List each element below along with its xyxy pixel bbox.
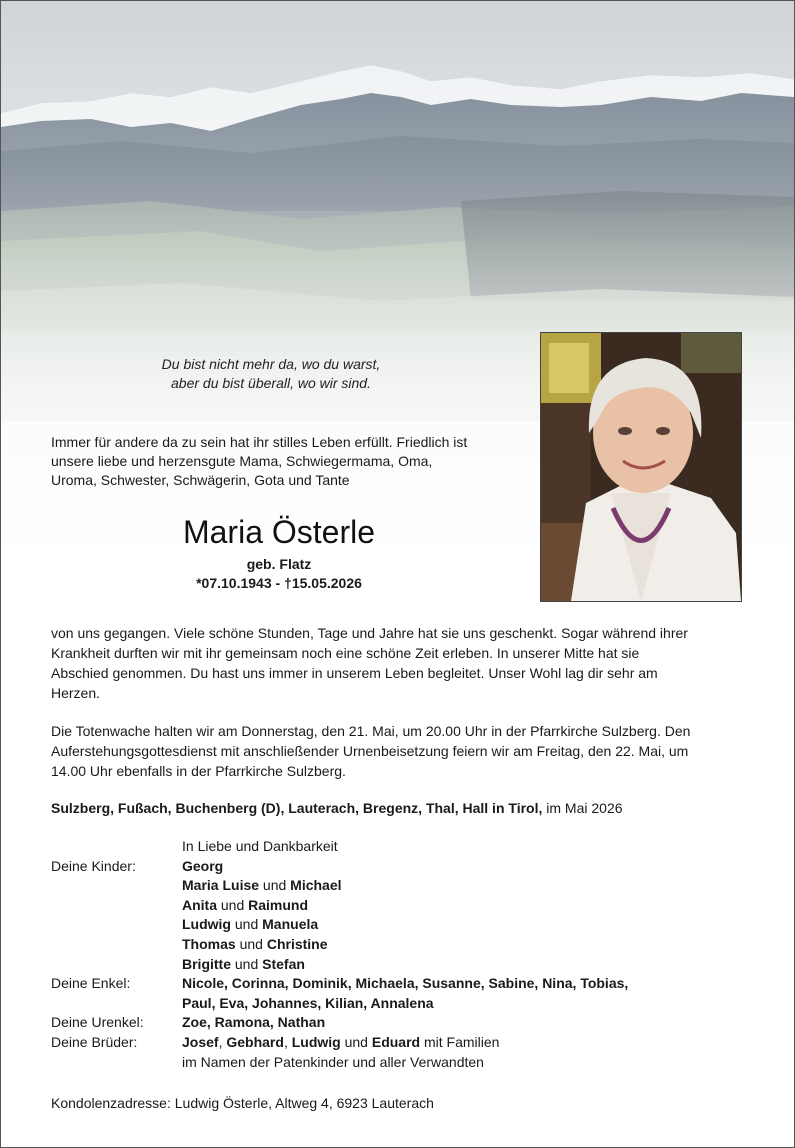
grandchildren-names: Paul, Eva, Johannes, Kilian, Annalena xyxy=(182,994,434,1011)
family-row xyxy=(51,837,745,857)
spouse-name: Stefan xyxy=(262,955,305,972)
brother-name: Gebhard xyxy=(226,1033,284,1050)
child-name: Anita xyxy=(182,896,217,913)
intro-line: unsere liebe und herzensgute Mama, Schwiegermama, Oma, xyxy=(51,453,433,469)
conjunction: und xyxy=(239,935,263,952)
family-row-children xyxy=(51,857,745,877)
conjunction: und xyxy=(234,955,259,972)
paragraph-line: Abschied genommen. Du hast uns immer in unserem Leben begleitet. Unser Wohl lag dir sehr am xyxy=(51,665,658,681)
great-grandchildren-label: Deine Urenkel: xyxy=(51,1014,144,1031)
brother-name: Ludwig xyxy=(291,1033,341,1050)
spouse-name: Raimund xyxy=(248,896,309,913)
grandchildren-label: Deine Enkel: xyxy=(51,975,131,992)
paragraph-line: Herzen. xyxy=(51,685,101,701)
conjunction: und xyxy=(234,916,259,933)
conjunction: und xyxy=(262,877,287,894)
brother-name: Eduard xyxy=(371,1033,421,1050)
family-label-empty xyxy=(51,837,182,857)
family-row xyxy=(51,955,745,975)
quote-line: Du bist nicht mehr da, wo du warst, xyxy=(161,356,381,372)
birth-name: geb. Flatz xyxy=(246,556,312,572)
family-row xyxy=(51,876,745,896)
paragraph-memories xyxy=(51,623,745,703)
paragraph-ceremony xyxy=(51,721,745,781)
quote xyxy=(101,355,441,393)
intro-line: Uroma, Schwester, Schwägerin, Gota und Tante xyxy=(51,472,350,488)
paragraph-line: Auferstehungsgottesdienst mit anschließender Urnenbeisetzung feiern wir am Freitag, den 22. Mai, um xyxy=(51,743,689,759)
family-list xyxy=(51,837,745,1072)
places-date: im Mai 2026 xyxy=(546,800,623,816)
family-closing: im Namen der Patenkinder und aller Verwandten xyxy=(182,1053,484,1070)
child-name: Ludwig xyxy=(182,916,231,933)
grandchildren-names: Nicole, Corinna, Dominik, Michaela, Susanne, Sabine, Nina, Tobias, xyxy=(182,975,629,992)
places-line xyxy=(51,798,745,818)
spouse-name: Michael xyxy=(290,877,342,894)
child-name: Thomas xyxy=(182,935,236,952)
paragraph-line: von uns gegangen. Viele schöne Stunden, Tage und Jahre hat sie uns geschenkt. Sogar während ihrer xyxy=(51,625,688,641)
family-row xyxy=(51,1053,745,1073)
paragraph-line: Krankheit durften wir mit ihr gemeinsam noch eine schöne Zeit erleben. In unserer Mitte hat sie xyxy=(51,645,640,661)
intro-line: Immer für andere da zu sein hat ihr stilles Leben erfüllt. Friedlich ist xyxy=(51,434,468,450)
brothers-label: Deine Brüder: xyxy=(51,1033,138,1050)
spouse-name: Christine xyxy=(266,935,328,952)
family-row-brothers: Deine Brüder: Josef, Gebhard, Ludwig und Eduard mit Familien xyxy=(51,1033,745,1053)
paragraph-line: Die Totenwache halten wir am Donnerstag, den 21. Mai, um 20.00 Uhr in der Pfarrkirche Sulzberg. Den xyxy=(51,723,691,739)
spouse-name: Manuela xyxy=(262,916,319,933)
life-dates: *07.10.1943 - †15.05.2026 xyxy=(196,575,362,591)
deceased-name: Maria Österle xyxy=(182,514,376,550)
family-row xyxy=(51,994,745,1014)
places-towns: Sulzberg, Fußach, Buchenberg (D), Lauterach, Bregenz, Thal, Hall in Tirol, xyxy=(51,800,543,816)
child-name: Georg xyxy=(182,857,224,874)
conjunction: und xyxy=(344,1033,368,1050)
quote-line: aber du bist überall, wo wir sind. xyxy=(171,375,371,391)
family-row xyxy=(51,896,745,916)
children-label: Deine Kinder: xyxy=(51,857,136,874)
great-grandchildren-names: Zoe, Ramona, Nathan xyxy=(182,1014,326,1031)
family-row-grandchildren xyxy=(51,974,745,994)
portrait-photo xyxy=(540,332,742,602)
brother-name: Josef xyxy=(182,1033,219,1050)
condolence-address: Kondolenzadresse: Ludwig Österle, Altweg 4, 6923 Lauterach xyxy=(51,1095,434,1111)
paragraph-line: 14.00 Uhr ebenfalls in der Pfarrkirche Sulzberg. xyxy=(51,763,346,779)
family-row xyxy=(51,915,745,935)
family-row xyxy=(51,935,745,955)
family-row-great-grandchildren xyxy=(51,1013,745,1033)
family-greeting: In Liebe und Dankbarkeit xyxy=(182,838,338,854)
child-name: Maria Luise xyxy=(182,877,260,894)
intro-text xyxy=(51,433,505,490)
brothers-suffix: mit Familien xyxy=(423,1033,500,1050)
child-name: Brigitte xyxy=(182,955,231,972)
conjunction: und xyxy=(220,896,245,913)
